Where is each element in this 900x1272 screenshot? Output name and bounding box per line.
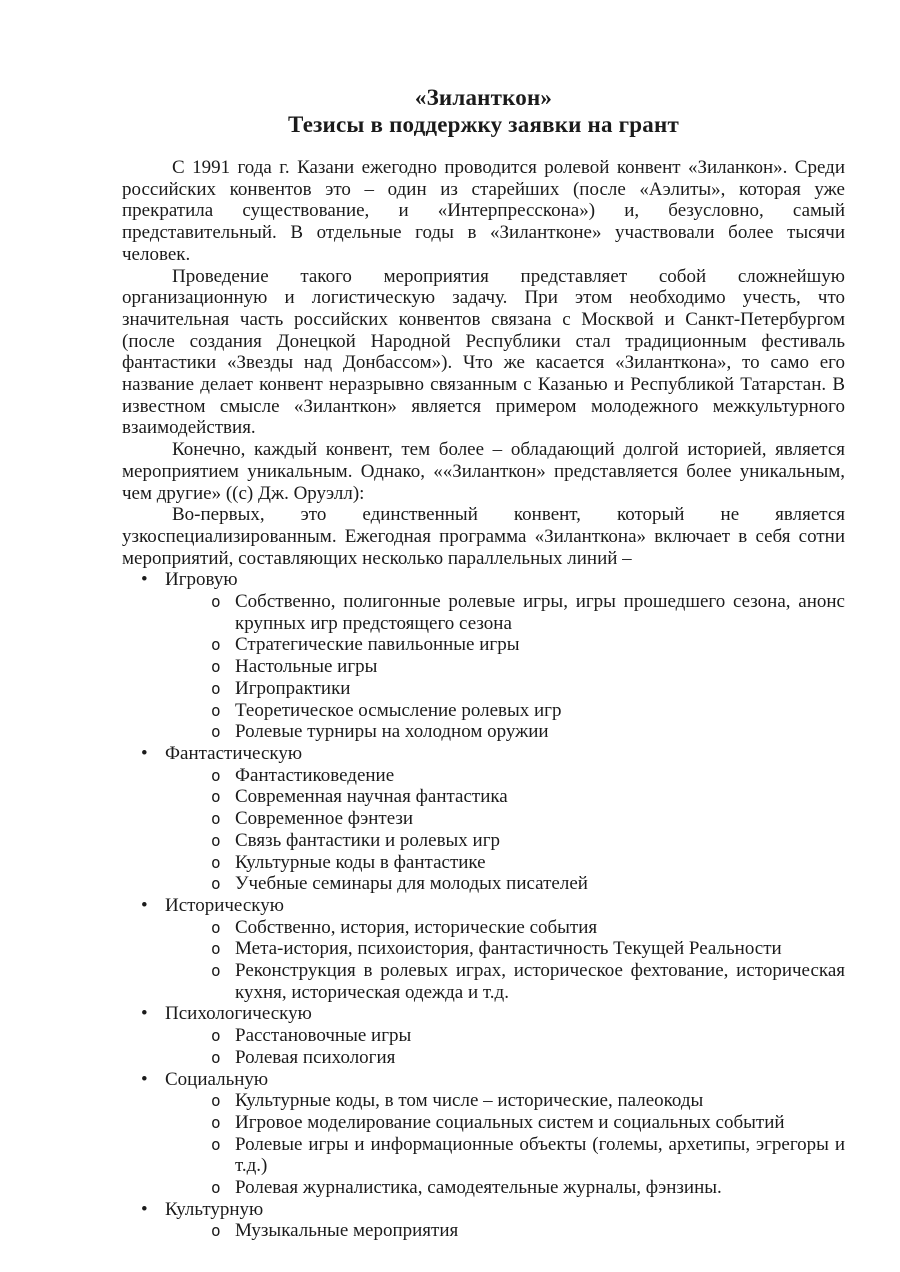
list-item-level2-label: Игропрактики — [235, 677, 351, 699]
list-item-level2 — [122, 1025, 845, 1047]
list-item-level2 — [122, 917, 845, 939]
circle-bullet-icon: o — [211, 1091, 221, 1111]
circle-bullet-icon: o — [211, 830, 221, 850]
list-item-level2 — [122, 656, 845, 678]
circle-bullet-icon: o — [211, 1112, 221, 1132]
paragraph: Во-первых, это единственный конвент, который не является узкоспециализированным. Ежегодная программа «Зиланткона» включает в себя сотни мероприятий, составляющих несколько параллельных линий – — [122, 504, 845, 569]
list-item-level1 — [122, 895, 845, 1004]
list-item-level2-label: Музыкальные мероприятия — [235, 1220, 459, 1242]
list-item-level2 — [122, 786, 845, 808]
list-item-level2 — [122, 938, 845, 960]
list-item-level1-label: Фантастическую — [165, 742, 303, 764]
list-item-level2 — [122, 700, 845, 722]
list-item-level2-label: Ролевая психология — [235, 1046, 396, 1068]
sublist — [122, 917, 845, 1004]
list-item-level2-label: Учебные семинары для молодых писателей — [235, 873, 588, 895]
sublist — [122, 1220, 845, 1242]
document-content — [122, 84, 845, 1242]
list-item-level2-label: Культурные коды, в том числе – исторические, палеокоды — [235, 1090, 704, 1112]
paragraph: Проведение такого мероприятия представляет собой сложнейшую организационную и логистическую задачу. При этом необходимо учесть, что значительная часть российских конвентов связана с Москвой и Санкт-Петербургом (после создания Донецкой Народной Республики стал традиционным фестиваль фантастики «Звезды над Донбассом»). Что же касается «Зиланткона», то само его название делает конвент неразрывно связанным с Казанью и Республикой Татарстан. В известном смысле «Зиланткон» является примером молодежного межкультурного взаимодействия. — [122, 265, 845, 439]
list-item-level1 — [122, 1003, 845, 1068]
list-item-level2 — [122, 873, 845, 895]
list-item-level2-label: Связь фантастики и ролевых игр — [235, 829, 501, 851]
list-item-level2-label: Настольные игры — [235, 656, 378, 678]
circle-bullet-icon: o — [211, 592, 221, 612]
circle-bullet-icon: o — [211, 1221, 221, 1241]
paragraph-block — [122, 157, 845, 569]
circle-bullet-icon: o — [211, 1178, 221, 1198]
list-item-level2-label: Расстановочные игры — [235, 1025, 412, 1047]
list-item-level2 — [122, 721, 845, 743]
list-item-level1-label: Историческую — [165, 894, 284, 916]
bullet-icon: • — [141, 742, 148, 764]
list-item-level2-label: Культурные коды в фантастике — [235, 851, 486, 873]
circle-bullet-icon: o — [211, 917, 221, 937]
circle-bullet-icon: o — [211, 1134, 221, 1154]
circle-bullet-icon: o — [211, 722, 221, 742]
circle-bullet-icon: o — [211, 809, 221, 829]
circle-bullet-icon: o — [211, 1026, 221, 1046]
list-item-level2 — [122, 765, 845, 787]
program-lines-list — [122, 569, 845, 1242]
sublist — [122, 1025, 845, 1068]
sublist — [122, 591, 845, 743]
bullet-icon: • — [141, 569, 148, 591]
list-item-level2-label: Мета-история, психоистория, фантастичность Текущей Реальности — [235, 938, 782, 960]
list-item-level1 — [122, 1069, 845, 1199]
list-item-level2-label: Игровое моделирование социальных систем и социальных событий — [235, 1111, 785, 1133]
list-item-level2 — [122, 678, 845, 700]
list-item-level1-label: Психологическую — [165, 1003, 312, 1025]
list-item-level2 — [122, 591, 845, 634]
circle-bullet-icon: o — [211, 700, 221, 720]
list-item-level1-label: Игровую — [165, 569, 238, 591]
bullet-icon: • — [141, 1003, 148, 1025]
circle-bullet-icon: o — [211, 657, 221, 677]
list-item-level2 — [122, 634, 845, 656]
list-item-level2-label: Стратегические павильонные игры — [235, 634, 520, 656]
bullet-icon: • — [141, 1068, 148, 1090]
list-item-level2-label: Ролевая журналистика, самодеятельные журналы, фэнзины. — [235, 1177, 722, 1199]
document-title-line1: «Зиланткон» — [414, 85, 553, 110]
list-item-level1 — [122, 569, 845, 743]
list-item-level2-label: Ролевые игры и информационные объекты (големы, архетипы, эгрегоры и т.д.) — [235, 1133, 845, 1177]
list-item-level2 — [122, 960, 845, 1003]
list-item-level2-label: Ролевые турниры на холодном оружии — [235, 721, 549, 743]
list-item-level1 — [122, 1199, 845, 1242]
circle-bullet-icon: o — [211, 765, 221, 785]
list-item-level2-label: Современное фэнтези — [235, 808, 414, 830]
bullet-icon: • — [141, 1198, 148, 1220]
list-item-level2-label: Собственно, полигонные ролевые игры, игры прошедшего сезона, анонс крупных игр предстоящего сезона — [235, 591, 845, 634]
title-spacer — [122, 138, 845, 157]
list-item-level2 — [122, 1177, 845, 1199]
list-item-level2 — [122, 1090, 845, 1112]
document-title-line2: Тезисы в поддержку заявки на грант — [288, 112, 679, 137]
circle-bullet-icon: o — [211, 961, 221, 981]
circle-bullet-icon: o — [211, 635, 221, 655]
circle-bullet-icon: o — [211, 1047, 221, 1067]
list-item-level2-label: Реконструкция в ролевых играх, историческое фехтование, историческая кухня, историческая одежда и т.д. — [235, 960, 845, 1003]
list-item-level2-label: Фантастиковедение — [235, 764, 395, 786]
list-item-level1 — [122, 743, 845, 895]
circle-bullet-icon: o — [211, 939, 221, 959]
sublist — [122, 765, 845, 895]
sublist — [122, 1090, 845, 1199]
list-item-level2 — [122, 852, 845, 874]
list-item-level2 — [122, 1134, 845, 1177]
document-title — [122, 84, 845, 138]
circle-bullet-icon: o — [211, 787, 221, 807]
list-item-level2 — [122, 808, 845, 830]
circle-bullet-icon: o — [211, 678, 221, 698]
list-item-level1-label: Культурную — [165, 1198, 264, 1220]
circle-bullet-icon: o — [211, 852, 221, 872]
list-item-level2-label: Современная научная фантастика — [235, 786, 508, 808]
list-item-level2 — [122, 1112, 845, 1134]
list-item-level1-label: Социальную — [165, 1068, 269, 1090]
paragraph: С 1991 года г. Казани ежегодно проводится ролевой конвент «Зиланкон». Среди российских конвентов это – один из старейших (после «Аэлиты», которая уже прекратила существование, и «Интерпресскона») и, безусловно, самый представительный. В отдельные годы в «Зилантконе» участвовали более тысячи человек. — [122, 157, 845, 265]
list-item-level2-label: Теоретическое осмысление ролевых игр — [235, 699, 562, 721]
list-item-level2 — [122, 830, 845, 852]
bullet-icon: • — [141, 894, 148, 916]
circle-bullet-icon: o — [211, 874, 221, 894]
list-item-level2-label: Собственно, история, исторические события — [235, 916, 598, 938]
list-item-level2 — [122, 1220, 845, 1242]
list-item-level2 — [122, 1047, 845, 1069]
paragraph: Конечно, каждый конвент, тем более – обладающий долгой историей, является мероприятием уникальным. Однако, ««Зиланткон» представляется более уникальным, чем другие» ((с) Дж. Оруэлл): — [122, 439, 845, 504]
